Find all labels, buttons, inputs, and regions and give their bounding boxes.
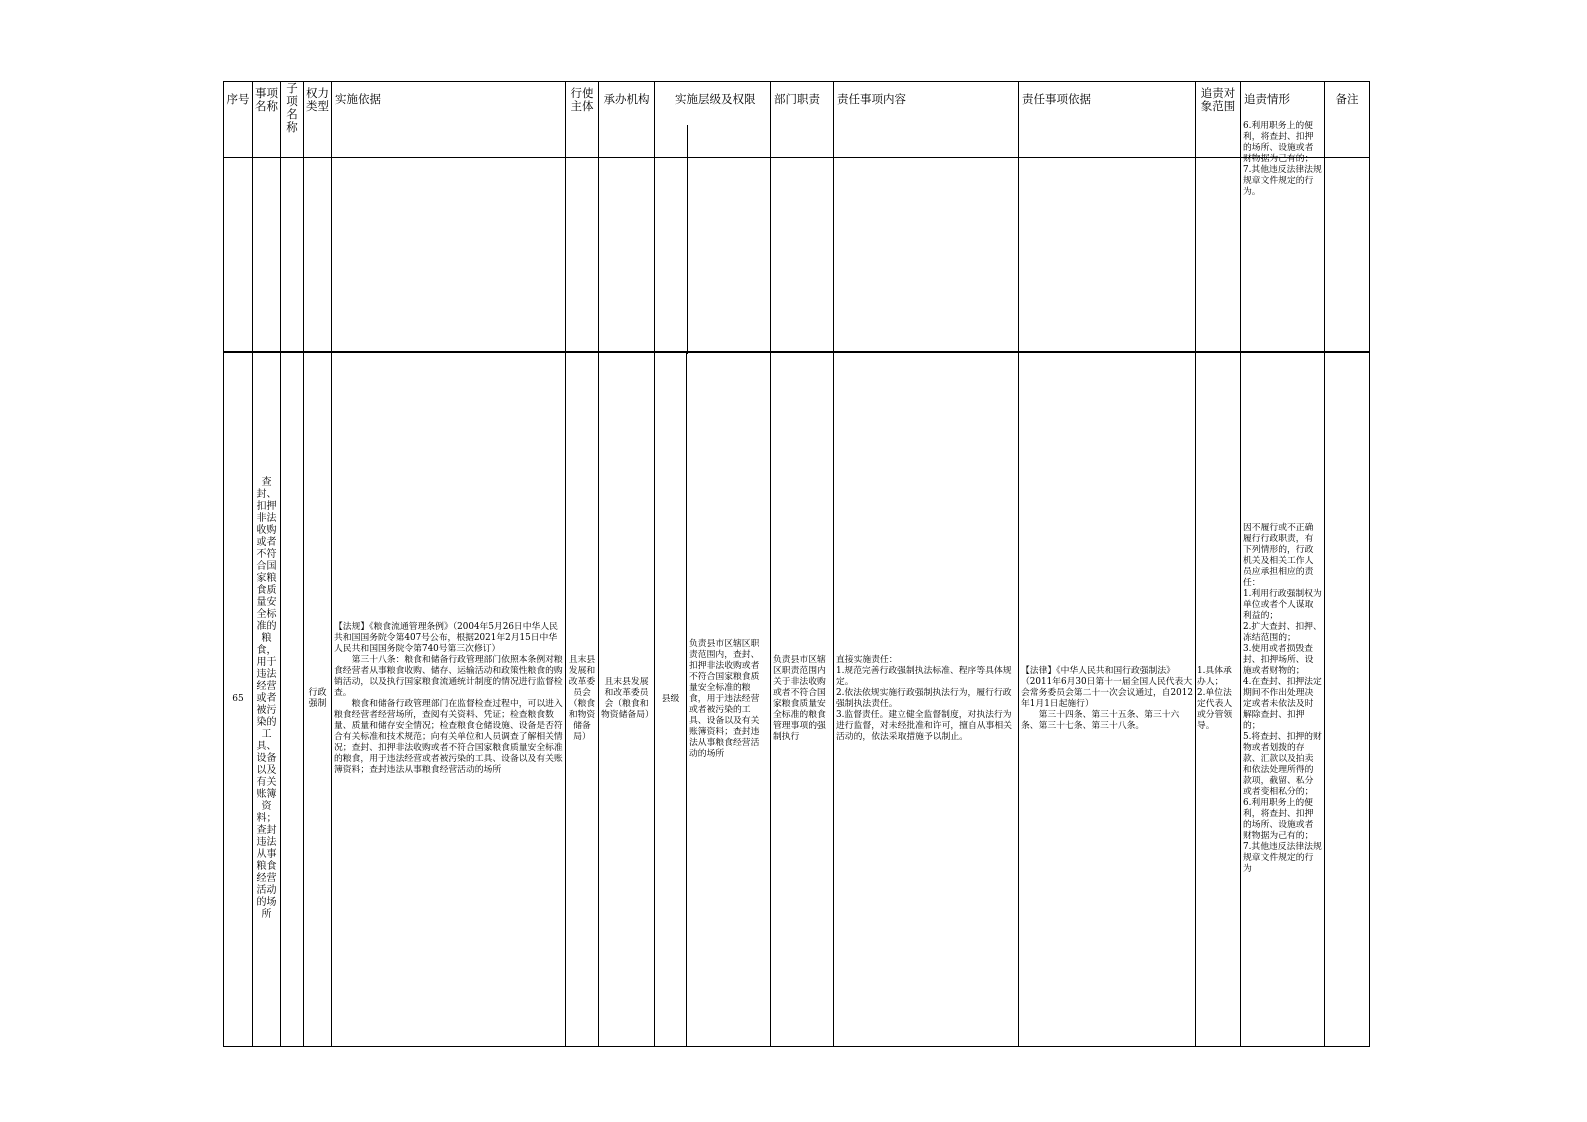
cell-dept-duty [771,352,834,1047]
cell-sub-item [281,352,304,1047]
cont-power-type [304,125,332,352]
header-remarks-label: 备注 [1335,92,1359,106]
header-agency-label: 承办机构 [603,92,650,106]
row-agency: 且末县发展和改革委员会（粮食和物资储备局） [601,677,654,720]
header-resp-basis-label: 责任事项依据 [1022,92,1091,106]
cell-agency [599,352,655,1047]
row-power-type: 行政强制 [308,688,327,709]
row-level: 县级 [661,693,680,704]
header-sub-item-label: 子项名称 [286,81,298,134]
cell-scope [1196,352,1241,1047]
cont-situation-text: 6.利用职务上的便利，将查封、扣押的场所、设施或者财物据为己有的； 7.其他违反法律法规规章文件规定的行为。 [1243,121,1322,197]
continued-row-table [223,121,1370,353]
cont-subject [566,125,599,352]
cont-resp-basis [1019,125,1196,352]
row-resp-basis: 【法律】《中华人民共和国行政强制法》（2011年6月30日第十一届全国人民代表大会常务委员会第二十一次会议通过，自2012年1月1日起施行） 第三十四条、第三十五条、第三十六条、第三十七条、第三十八条。 [1021,666,1193,731]
header-dept-duty-label: 部门职责 [774,92,820,106]
cell-basis [332,352,566,1047]
cell-subject [566,352,599,1047]
row-subject: 且末县发展和改革委员会（粮食和物资储备局） [568,655,596,742]
cont-item-name [253,125,281,352]
cell-remarks [1325,352,1370,1047]
row-scope: 1.具体承办人； 2.单位法定代表人或分管领导。 [1197,666,1233,731]
cont-seq [224,125,253,352]
header-situation-label: 追责情形 [1244,92,1290,106]
cell-resp-content [834,352,1019,1047]
header-power-type-label: 权力类型 [306,86,329,113]
cell-power-type [304,352,332,1047]
level-column-divider [687,125,688,354]
cont-scope [1196,125,1241,352]
cont-agency [599,125,655,352]
header-seq-label: 序号 [226,92,250,106]
cont-dept-duty [771,125,834,352]
header-level-label: 实施层级及权限 [675,92,756,106]
item-row-table [223,351,1370,1047]
cell-item-name [253,352,281,1047]
cont-resp-content [834,125,1019,352]
cont-sub-item [281,125,304,352]
header-subject-label: 行使主体 [570,86,594,113]
cell-level [655,352,687,1047]
header-item-name-label: 事项名称 [255,86,278,113]
row-dept-duty: 负责县市区辖区职责范围内关于非法收购或者不符合国家粮食质量安全标准的粮食管理事项的强制执行 [773,655,826,742]
cont-basis [332,125,566,352]
continued-row [223,121,1369,352]
row-situation: 因不履行或不正确履行行政职责，有下列情形的，行政机关及相关工作人员应承担相应的责任： 1.利用行政强制权为单位或者个人谋取利益的； 2.扩大查封、扣押、冻结范围的； 3.使用或者损毁查封、扣押场所、设施或者财物的； 4.在查封、扣押法定期间不作出处理决定或者未依法及时解除查封、扣押的； 5.将查封、扣押的财物或者划拨的存款、汇款以及拍卖和依法处理所得的款项，截留、私分或者变相私分的； 6.利用职务上的便利，将查封、扣押的场所、设施或者财物据为己有的； 7.其他违反法律法规规章文件规定的行为 [1243,523,1322,874]
row-level-detail: 负责县市区辖区职责范围内，查封、扣押非法收购或者不符合国家粮食质量安全标准的粮食，用于违法经营或者被污染的工具、设备以及有关账簿资料；查封违法从事粮食经营活动的场所 [689,638,760,759]
cell-situation [1241,352,1325,1047]
header-scope-label: 追责对象范围 [1200,86,1236,113]
row-resp-content: 直接实施责任： 1.规范完善行政强制执法标准、程序等具体规定。 2.依法依规实施行政强制执法行为，履行行政强制执法责任。 3.监督责任。建立健全监督制度，对执法行为进行监督，对未经批准和许可，擅自从事相关活动的，依法采取措施予以制止。 [836,655,1012,742]
cont-level [655,125,771,352]
cell-level-detail [687,352,771,1047]
cell-seq [224,352,253,1047]
header-resp-content-label: 责任事项内容 [837,92,906,106]
cont-situation [1241,121,1325,352]
header-basis-label: 实施依据 [335,92,381,106]
row-basis: 【法规】《粮食流通管理条例》（2004年5月26日中华人民共和国国务院令第407号公布，根据2021年2月15日中华人民共和国国务院令第740号第三次修订） 第三十八条：粮食和储备行政管理部门依照本条例对粮食经营者从事粮食收购、储存、运输活动和政策性粮食的购销活动，以及执行国家粮食流通统计制度的情况进行监督检查。 粮食和储备行政管理部门在监督检查过程中，可以进入粮食经营者经营场所，查阅有关资料、凭证；检查粮食数量、质量和储存安全情况；检查粮食仓储设施、设备是否符合有关标准和技术规范；向有关单位和人员调查了解相关情况；查封、扣押非法收购或者不符合国家粮食质量安全标准的粮食，用于违法经营或者被污染的工具、设备以及有关账簿资料；查封违法从事粮食经营活动的场所 [334,622,563,775]
row-seq: 65 [232,694,244,704]
item-row-65 [223,351,1369,1046]
power-list-table-sheet [223,81,1369,1046]
row-item-name: 查封、扣押非法收购或者不符合国家粮食质量安全标准的粮食，用于违法经营或者被污染的工具、设备以及有关账簿资料；查封违法从事粮食经营活动的场所 [256,477,277,920]
cont-remarks [1325,125,1370,352]
cell-resp-basis [1019,352,1196,1047]
